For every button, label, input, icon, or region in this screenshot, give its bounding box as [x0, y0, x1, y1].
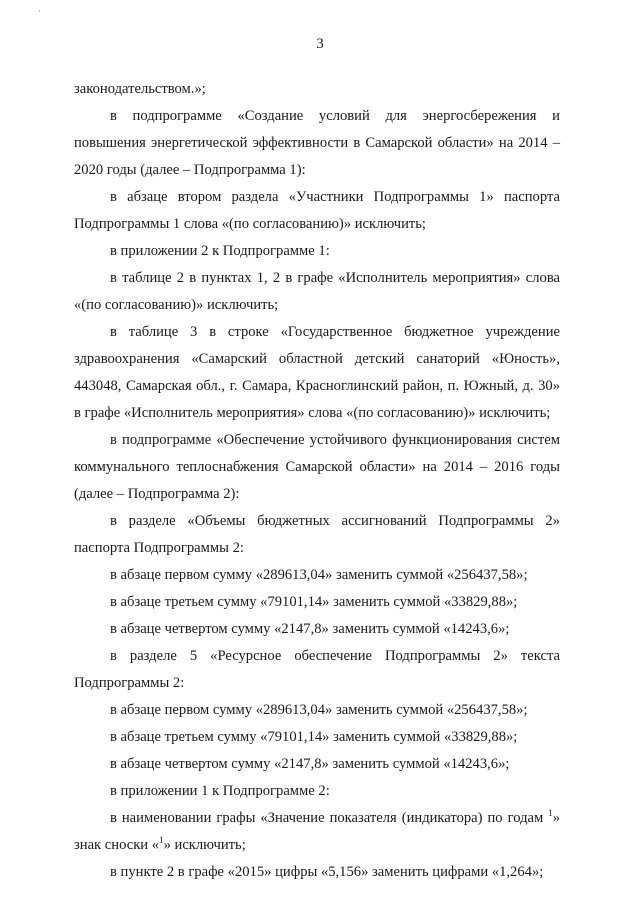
paragraph: в абзаце первом сумму «289613,04» заменить суммой «256437,58»; [110, 567, 528, 583]
paragraph: в пункте 2 в графе «2015» цифры «5,156» заменить цифрами «1,264»; [110, 864, 544, 880]
paragraph: в разделе «Объемы бюджетных ассигнований Подпрограммы 2» паспорта Подпрограммы 2: [74, 513, 560, 556]
paragraph: законодательством.»; [74, 81, 206, 97]
paragraph: в абзаце третьем сумму «79101,14» заменить суммой «33829,88»; [110, 594, 518, 610]
paragraph: в подпрограмме «Создание условий для энергосбережения и повышения энергетической эффективности в Самарской области» на 2014 – 2020 годы (далее – Подпрограмма 1): [74, 108, 560, 178]
paragraph: в абзаце втором раздела «Участники Подпрограммы 1» паспорта Подпрограммы 1 слова «(по согласованию)» исключить; [74, 189, 560, 232]
paragraph: в таблице 2 в пунктах 1, 2 в графе «Исполнитель мероприятия» слова «(по согласованию)» исключить; [74, 270, 560, 313]
paragraph: в разделе 5 «Ресурсное обеспечение Подпрограммы 2» текста Подпрограммы 2: [74, 648, 560, 691]
paragraph: в абзаце четвертом сумму «2147,8» заменить суммой «14243,6»; [110, 756, 510, 772]
text-segment: » исключить; [163, 837, 246, 853]
paragraph: в абзаце первом сумму «289613,04» заменить суммой «256437,58»; [110, 702, 528, 718]
text-segment: » знак сноски « [74, 810, 560, 853]
document-body [74, 76, 560, 886]
paragraph: в абзаце четвертом сумму «2147,8» заменить суммой «14243,6»; [110, 621, 510, 637]
paragraph: в таблице 3 в строке «Государственное бюджетное учреждение здравоохранения «Самарский областной детский санаторий «Юность», 443048, Самарская обл., г. Самара, Красноглинский район, п. Южный, д. 30» в графе «Исполнитель мероприятия» слова «(по согласованию)» исключить; [74, 324, 560, 421]
text-segment: в наименовании графы «Значение показателя (индикатора) по годам [110, 810, 549, 826]
paragraph: в приложении 1 к Подпрограмме 2: [110, 783, 330, 799]
scan-artifact: · [38, 6, 41, 16]
page-number: 3 [316, 36, 324, 52]
paragraph: в приложении 2 к Подпрограмме 1: [110, 243, 330, 259]
footnote-mark: 1 [548, 808, 553, 819]
paragraph: в подпрограмме «Обеспечение устойчивого функционирования систем коммунального теплоснабжения Самарской области» на 2014 – 2016 годы (далее – Подпрограмма 2): [74, 432, 560, 502]
footnote-mark: 1 [159, 835, 164, 846]
paragraph-with-footnote-marks [74, 805, 560, 859]
paragraph: в абзаце третьем сумму «79101,14» заменить суммой «33829,88»; [110, 729, 518, 745]
